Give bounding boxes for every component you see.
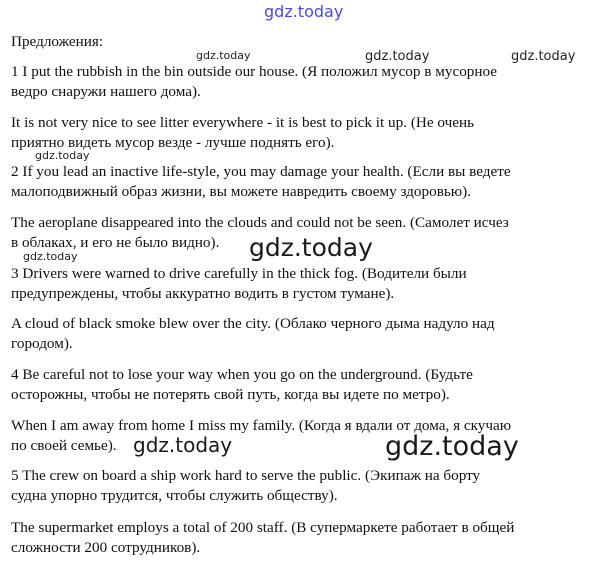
text-line: сложности 200 сотрудников). [11,539,201,556]
text-line: 5 The crew on board a ship work hard to serve the public. (Экипаж на борту [11,467,481,484]
text-line: по своей семье). [11,437,117,454]
watermark: gdz.today [196,49,251,62]
text-line: A cloud of black smoke blew over the city. (Облако черного дыма надуло над [11,315,495,332]
text-line: 1 I put the rubbish in the bin outside our house. (Я положил мусор в мусорное [11,63,498,80]
watermark: gdz.today [35,149,90,162]
text-line: When I am away from home I miss my family. (Когда я вдали от дома, я скучаю [11,417,512,434]
text-line: осторожны, чтобы не потерять свой путь, когда вы идете по метро). [11,386,450,403]
text-line: The supermarket employs a total of 200 staff. (В супермаркете работает в общей [11,519,515,536]
watermark: gdz.today [365,49,430,64]
text-line: 4 Be careful not to lose your way when you go on the underground. (Будьте [11,366,473,383]
heading: Предложения: [11,33,104,50]
watermark: gdz.today [23,250,78,263]
text-line: судна упорно трудится, чтобы служить обществу). [11,487,338,504]
watermark-top: gdz.today [264,2,344,21]
text-line: предупреждены, чтобы аккуратно водить в густом тумане). [11,285,395,302]
text-line: 3 Drivers were warned to drive carefully in the thick fog. (Водители были [11,265,467,282]
watermark-large: gdz.today [249,233,373,262]
watermark: gdz.today [511,49,576,64]
watermark-large: gdz.today [385,431,519,462]
text-line: ведро снаружи нашего дома). [11,83,201,100]
watermark-large: gdz.today [133,433,233,457]
text-line: в облаках, и его не было видно). [11,234,220,251]
text-line: городом). [11,335,73,352]
text-line: приятно видеть мусор везде - лучше поднять его). [11,134,335,151]
text-line: It is not very nice to see litter everywhere - it is best to pick it up. (Не очень [11,114,475,131]
text-line: малоподвижный образ жизни, вы можете навредить своему здоровью). [11,183,471,200]
text-line: 2 If you lead an inactive life-style, you may damage your health. (Если вы ведете [11,163,511,180]
text-line: The aeroplane disappeared into the clouds and could not be seen. (Самолет исчез [11,214,509,231]
